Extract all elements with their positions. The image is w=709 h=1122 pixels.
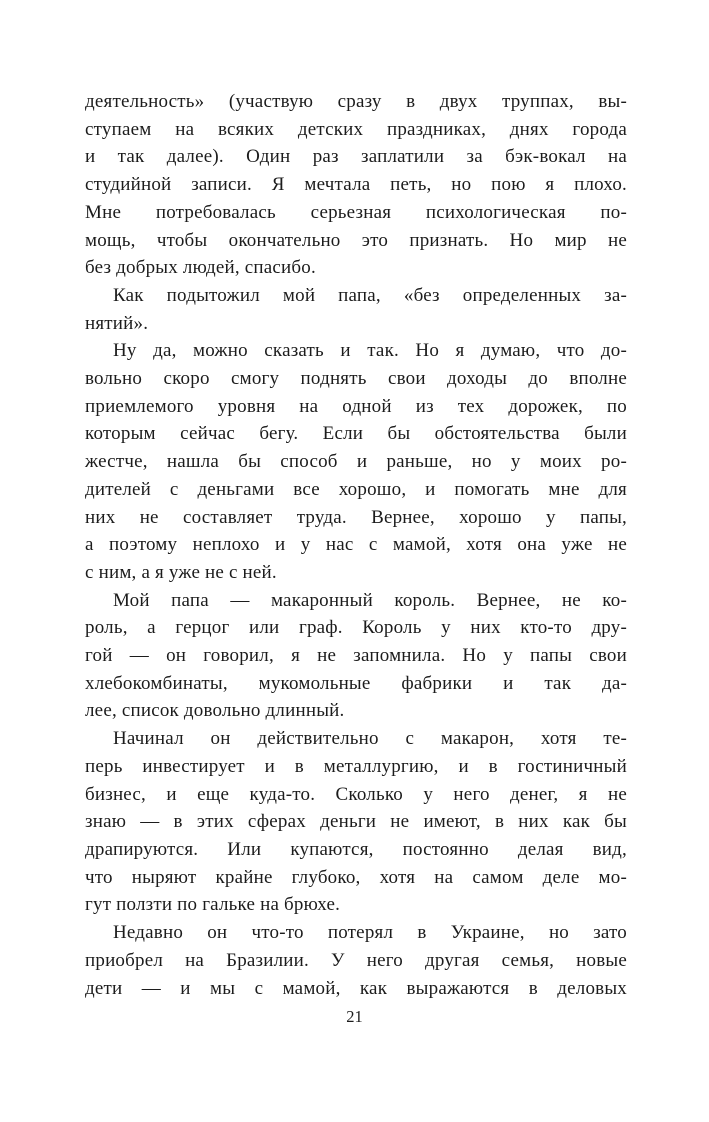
text-line: вольно скоро смогу поднять свои доходы до вполне xyxy=(85,368,627,390)
paragraph xyxy=(85,919,627,1002)
text-line: роль, а герцог или граф. Король у них кто-то дру- xyxy=(85,617,627,639)
text-line: без добрых людей, спасибо. xyxy=(85,257,316,279)
text-line: мощь, чтобы окончательно это признать. Но мир не xyxy=(85,229,627,251)
text-line: которым сейчас бегу. Если бы обстоятельства были xyxy=(85,423,627,445)
text-line: приемлемого уровня на одной из тех дорожек, по xyxy=(85,395,627,417)
text-line: хлебокомбинаты, мукомольные фабрики и так да- xyxy=(85,672,627,694)
paragraph xyxy=(85,725,627,919)
text-line: деятельность» (участвую сразу в двух труппах, вы- xyxy=(85,91,627,112)
paragraph xyxy=(85,587,627,726)
text-line: студийной записи. Я мечтала петь, но пою я плохо. xyxy=(85,174,627,196)
text-line: перь инвестирует и в металлургию, и в гостиничный xyxy=(85,755,627,777)
text-line: гут ползти по гальке на брюхе. xyxy=(85,894,341,916)
text-line: них не составляет труда. Вернее, хорошо у папы, xyxy=(85,506,627,528)
text-line: драпируются. Или купаются, постоянно делая вид, xyxy=(85,838,627,860)
paragraph xyxy=(85,88,627,282)
text-line: с ним, а я уже не с ней. xyxy=(85,561,277,583)
text-line: бизнес, и еще куда-то. Сколько у него денег, я не xyxy=(85,783,627,805)
text-line: Мне потребовалась серьезная психологическая по- xyxy=(85,201,627,223)
text-line: дителей с деньгами все хорошо, и помогать мне для xyxy=(85,478,627,500)
paragraph xyxy=(85,282,627,337)
text-line: Начинал он действительно с макарон, хотя те- xyxy=(113,728,627,750)
text-line: дети — и мы с мамой, как выражаются в деловых xyxy=(85,977,627,999)
text-line: знаю — в этих сферах деньги не имеют, в них как бы xyxy=(85,811,627,833)
text-line: жестче, нашла бы способ и раньше, но у моих ро- xyxy=(85,451,627,473)
text-line: Ну да, можно сказать и так. Но я думаю, что до- xyxy=(113,340,627,362)
text-line: а поэтому неплохо и у нас с мамой, хотя она уже не xyxy=(85,534,627,556)
text-line: Мой папа — макаронный король. Вернее, не ко- xyxy=(113,589,627,611)
page-number: 21 xyxy=(346,1007,363,1026)
text-line: и так далее). Один раз заплатили за бэк-вокал на xyxy=(85,146,627,168)
text-line: гой — он говорил, я не запомнила. Но у папы свои xyxy=(85,645,627,667)
paragraph xyxy=(85,337,627,586)
text-line: нятий». xyxy=(85,312,149,334)
text-line: Недавно он что-то потерял в Украине, но зато xyxy=(113,922,627,944)
page-text xyxy=(85,88,627,1002)
text-line: ступаем на всяких детских праздниках, днях города xyxy=(85,118,627,140)
text-line: лее, список довольно длинный. xyxy=(85,700,345,722)
text-line: что ныряют крайне глубоко, хотя на самом деле мо- xyxy=(85,866,627,888)
text-line: приобрел на Бразилии. У него другая семья, новые xyxy=(85,949,627,971)
text-line: Как подытожил мой папа, «без определенных за- xyxy=(113,284,627,306)
